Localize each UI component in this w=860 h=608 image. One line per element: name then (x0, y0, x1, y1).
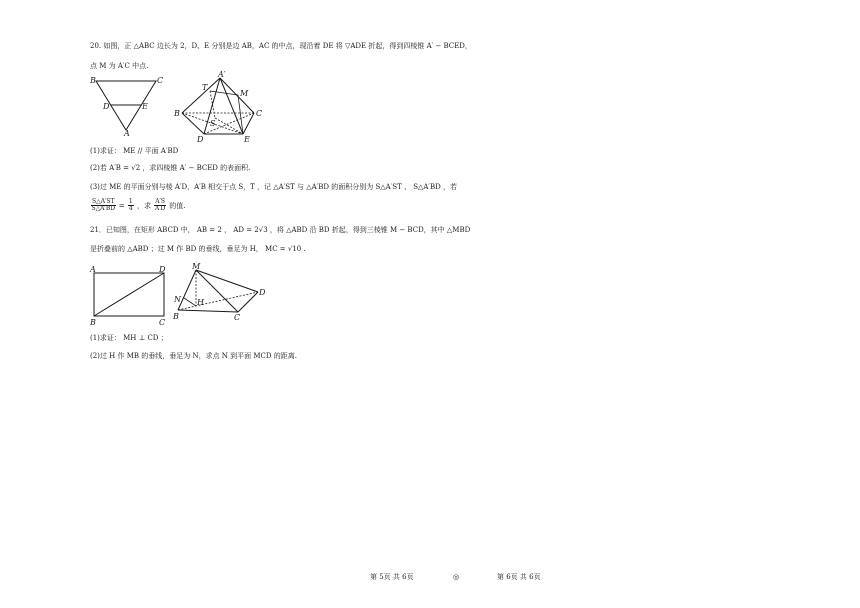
problem-21-line-1: 21．已知图，在矩形 ABCD 中， AB = 2 ， AD = 2√3 ，将 △ABD 沿 BD 折起，得到三棱锥 M − BCD，其中 △MBD (90, 226, 471, 234)
binding-mark-icon: ◎ (453, 573, 460, 581)
label-b4: B (173, 312, 179, 321)
label-a-prime: A′ (218, 70, 226, 79)
ratio-value-fraction: $\frac{1}{4}$ (128, 198, 133, 213)
problem-20-question-2: (2)若 A′B = √2 ，求四棱锥 A′ − BCED 的表面积. (90, 164, 251, 172)
asked-fraction: $\frac{A'S}{A'D}$ (154, 198, 166, 213)
page-number-right: 第 6页 共 6页 (497, 573, 541, 581)
figure-21-rectangle (88, 264, 172, 326)
label-s: S (210, 119, 216, 128)
label-d: D (103, 102, 110, 111)
problem-20-line-1: 20. 如图，正 △ABC 边长为 2，D、E 分别是边 AB，AC 的中点，现沿着 DE 将 ▽ADE 折起，得到四棱锥 A′ − BCED， (90, 42, 472, 50)
label-a: A (124, 129, 130, 138)
label-c2: C (256, 109, 263, 118)
label-d2: D (197, 135, 204, 144)
label-b: B (90, 76, 96, 85)
problem-20-question-3-condition: $\frac{S\triangle A'ST}{S\triangle A'BD}$ = $\frac{1}{4}$ ，求 $\frac{A'S}{A'D}$ 的值. (91, 198, 186, 213)
label-h4: H (197, 298, 204, 307)
problem-21-question-2: (2)过 H 作 MB 的垂线，垂足为 N，求点 N 到平面 MCD 的距离. (90, 352, 297, 360)
problem-20-question-1: (1)求证： ME // 平面 A′BD (90, 147, 179, 155)
label-m4: M (192, 262, 201, 271)
figure-20-triangle (88, 74, 168, 136)
page-number-left: 第 5页 共 6页 (370, 573, 414, 581)
label-a3: A (90, 265, 96, 274)
figure-21-pyramid (170, 262, 270, 322)
label-b2: B (174, 109, 180, 118)
label-d3: D (159, 265, 166, 274)
label-c3: C (159, 318, 166, 327)
label-m: M (240, 89, 249, 98)
problem-20-question-3: (3)过 ME 的平面分别与棱 A′D，A′B 相交于点 S，T ，记 △A′ST 与 △A′BD 的面积分别为 S△A′ST 、 S△A′BD ，若 (90, 183, 457, 191)
area-ratio-fraction: $\frac{S\triangle A'ST}{S\triangle A'BD}$ (91, 198, 116, 213)
label-e2: E (244, 135, 250, 144)
problem-21-line-2: 是折叠前的 △ABD ；过 M 作 BD 的垂线，垂足为 H， MC = √10 . (90, 245, 306, 253)
label-b3: B (90, 318, 96, 327)
label-d4: D (259, 288, 266, 297)
label-t: T (202, 83, 208, 92)
figure-20-pyramid (172, 72, 264, 144)
problem-20-line-2: 点 M 为 A′C 中点. (90, 62, 149, 70)
label-c: C (157, 76, 164, 85)
label-e: E (142, 102, 148, 111)
label-c4: C (234, 313, 241, 322)
label-n4: N (174, 295, 181, 304)
problem-21-question-1: (1)求证： MH ⊥ CD ； (90, 334, 168, 342)
